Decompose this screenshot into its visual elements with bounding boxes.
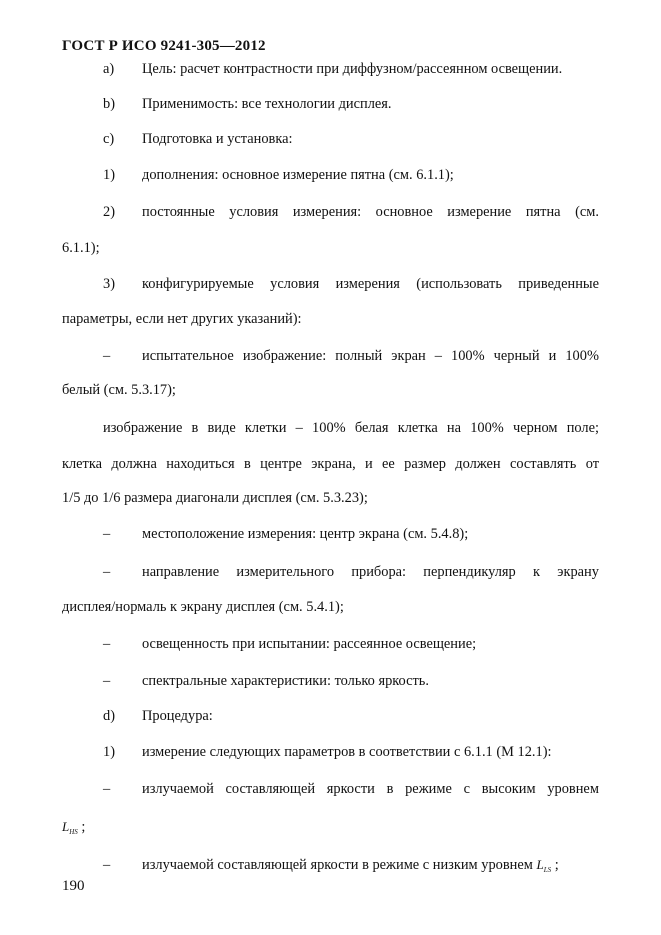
word: измерения: bbox=[292, 204, 362, 220]
word: условия bbox=[229, 204, 279, 220]
illumination-text: освещенность при испытании: рассеянное освещение; bbox=[142, 636, 477, 652]
word: размер bbox=[404, 456, 446, 472]
page-header: ГОСТ Р ИСО 9241-305—2012 bbox=[62, 38, 266, 54]
word: испытательное bbox=[142, 348, 234, 364]
item-c-marker: c) bbox=[103, 131, 115, 147]
word: измерения bbox=[335, 276, 400, 292]
dash-marker: – bbox=[103, 526, 111, 542]
symbol-subscript: HS bbox=[69, 828, 78, 836]
hs-text bbox=[142, 780, 599, 798]
semicolon: ; bbox=[554, 857, 559, 873]
word: (использовать bbox=[416, 276, 502, 292]
dash-marker: – bbox=[103, 564, 111, 580]
semicolon: ; bbox=[81, 819, 86, 835]
direction-continuation: дисплея/нормаль к экрану дисплея (см. 5.4.1); bbox=[62, 599, 344, 615]
word: – bbox=[295, 420, 303, 436]
word: – bbox=[434, 348, 442, 364]
word: условия bbox=[270, 276, 320, 292]
word: экрану bbox=[557, 564, 599, 580]
word: находиться bbox=[166, 456, 235, 472]
dash-marker: – bbox=[103, 636, 111, 652]
word: излучаемой bbox=[142, 781, 214, 797]
word: должен bbox=[455, 456, 501, 472]
symbol-letter: L bbox=[536, 857, 544, 872]
item-a-text: Цель: расчет контрастности при диффузном/рассеянном освещении. bbox=[142, 61, 563, 77]
dash-marker: – bbox=[103, 857, 111, 873]
item-c3-marker: 3) bbox=[103, 276, 115, 292]
word: 100% bbox=[470, 420, 504, 436]
word: измерительного bbox=[236, 564, 335, 580]
word: с bbox=[463, 781, 470, 797]
word: уровнем bbox=[547, 781, 599, 797]
lhs-symbol bbox=[62, 819, 78, 834]
word: ее bbox=[382, 456, 395, 472]
hs-symbol-line bbox=[62, 818, 85, 841]
word: в bbox=[191, 420, 199, 436]
item-b-marker: b) bbox=[103, 96, 115, 112]
word: 100% bbox=[565, 348, 599, 364]
dash-marker: – bbox=[103, 673, 111, 689]
word: в bbox=[243, 456, 251, 472]
word: составлять bbox=[509, 456, 577, 472]
page-number: 190 bbox=[62, 878, 85, 894]
test-image-text bbox=[142, 347, 599, 365]
word: режиме bbox=[405, 781, 452, 797]
symbol-letter: L bbox=[62, 819, 70, 834]
item-c2-text bbox=[142, 203, 599, 221]
ls-text bbox=[142, 856, 559, 879]
word: приведенные bbox=[518, 276, 599, 292]
word: измерение bbox=[447, 204, 512, 220]
item-d1-marker: 1) bbox=[103, 744, 115, 760]
item-c3-continuation: параметры, если нет других указаний): bbox=[62, 311, 302, 327]
lls-symbol bbox=[536, 857, 551, 872]
word: направление bbox=[142, 564, 220, 580]
word: черном bbox=[512, 420, 558, 436]
cell-image-line3: 1/5 до 1/6 размера диагонали дисплея (см. 5.3.23); bbox=[62, 490, 368, 506]
location-text: местоположение измерения: центр экрана (см. 5.4.8); bbox=[142, 526, 469, 542]
word: экрана, bbox=[311, 456, 356, 472]
word: от bbox=[585, 456, 599, 472]
item-b-text: Применимость: все технологии дисплея. bbox=[142, 96, 392, 112]
ls-sentence: излучаемой составляющей яркости в режиме с низким уровнем bbox=[142, 857, 533, 873]
word: клетки bbox=[244, 420, 287, 436]
word: клетка bbox=[397, 420, 438, 436]
word: яркости bbox=[326, 781, 375, 797]
item-d-marker: d) bbox=[103, 708, 115, 724]
word: изображение bbox=[103, 420, 183, 436]
dash-marker: – bbox=[103, 781, 111, 797]
word: и bbox=[365, 456, 373, 472]
word: изображение: bbox=[242, 348, 327, 364]
symbol-subscript: LS bbox=[543, 866, 552, 874]
word: белая bbox=[354, 420, 389, 436]
word: поле; bbox=[566, 420, 599, 436]
item-c-text: Подготовка и установка: bbox=[142, 131, 293, 147]
word: черный bbox=[493, 348, 540, 364]
word: прибора: bbox=[351, 564, 407, 580]
item-d1-text: измерение следующих параметров в соответствии с 6.1.1 (М 12.1): bbox=[142, 744, 552, 760]
dash-marker: – bbox=[103, 348, 111, 364]
item-c2-continuation: 6.1.1); bbox=[62, 240, 100, 256]
word: к bbox=[533, 564, 541, 580]
word: перпендикуляр bbox=[423, 564, 516, 580]
word: конфигурируемые bbox=[142, 276, 254, 292]
word: 100% bbox=[451, 348, 485, 364]
cell-image-line1 bbox=[103, 419, 599, 437]
word: виде bbox=[207, 420, 236, 436]
word: центре bbox=[260, 456, 302, 472]
cell-image-line2 bbox=[62, 455, 599, 473]
word: и bbox=[548, 348, 557, 364]
word: основное bbox=[375, 204, 433, 220]
word: клетка bbox=[62, 456, 103, 472]
spectral-text: спектральные характеристики: только яркость. bbox=[142, 673, 429, 689]
word: 100% bbox=[312, 420, 346, 436]
word: высоким bbox=[481, 781, 536, 797]
word: на bbox=[446, 420, 462, 436]
word: в bbox=[386, 781, 394, 797]
word: составляющей bbox=[225, 781, 316, 797]
item-d-text: Процедура: bbox=[142, 708, 213, 724]
word: постоянные bbox=[142, 204, 215, 220]
word: должна bbox=[111, 456, 157, 472]
item-c1-text: дополнения: основное измерение пятна (см. 6.1.1); bbox=[142, 167, 454, 183]
word: экран bbox=[391, 348, 426, 364]
item-c2-marker: 2) bbox=[103, 204, 115, 220]
test-image-continuation: белый (см. 5.3.17); bbox=[62, 382, 176, 398]
item-c1-marker: 1) bbox=[103, 167, 115, 183]
item-c3-text bbox=[142, 275, 599, 293]
word: (см. bbox=[575, 204, 599, 220]
word: полный bbox=[335, 348, 383, 364]
item-a-marker: a) bbox=[103, 61, 115, 77]
word: пятна bbox=[525, 204, 561, 220]
direction-text bbox=[142, 563, 599, 581]
